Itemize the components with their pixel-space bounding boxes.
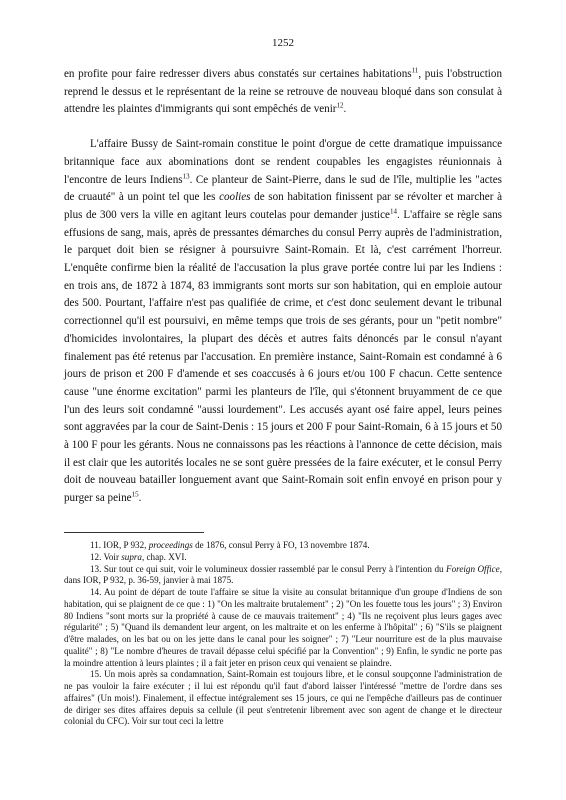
- footnote-ref: 14: [390, 207, 397, 216]
- text-run: 13. Sur tout ce qui suit, voir le volumineux dossier rassemblé par le consul Perry à l'intention du: [90, 563, 447, 574]
- italic-text: proceedings: [148, 540, 193, 550]
- italic-text: coolies: [219, 191, 251, 204]
- text-run: . L'affaire se règle sans effusions de sang, mais, après de pressantes démarches du consul Perry auprès de l'administration, le parquet doit bien se résigner à poursuivre Saint-Romain. Et là, c'est carrément l'horreur. L'enquête confirme bien la réalité de l'accusation la plus grave portée contre lui par les Indiens : en trois ans, de 1872 à 1874, 83 immigrants sont morts sur son habitation, qui en emploie autour des 500. Pourtant, l'affaire n'est pas qualifiée de crime, et c'est donc seulement devant le tribunal correctionnel qu'il est poursuivi, en même temps que trois de ses gérants, pour un "petit nombre" d'homicides involontaires, la plupart des décès et autres faits dénoncés par le consul n'ayant finalement pas été retenus par l'accusation. En première instance, Saint-Romain est condamné à 6 jours de prison et 200 F d'amende et ses coaccusés à 6 jours et/ou 100 F chacun. Cette sentence cause "une énorme excitation" parmi les planteurs de l'île, qui s'étonnent bruyamment de ce que l'un des leurs soit condamné "aussi lourdement". Les accusés ayant osé faire appel, leurs peines sont aggravées par la cour de Saint-Denis : 15 jours et 200 F pour Saint-Romain, 6 à 15 jours et 50 à 100 F pour les gérants. Nous ne connaissons pas les réactions à l'annonce de cette décision, mais il est clair que les autorités locales ne se sont guère pressées de la faire exécuter, et le consul Perry doit de nouveau batailler longuement avant que Saint-Romain soit enfin envoyé en prison pour y purger sa peine: [64, 208, 502, 505]
- footnote-13: [64, 564, 502, 588]
- footnotes: [64, 540, 502, 728]
- text-run: 11. IOR, P 932,: [90, 540, 149, 550]
- text-run: 15. Un mois après sa condamnation, Saint-Romain est toujours libre, et le consul soupçonne l'administration de ne pas vouloir la faire exécuter ; il lui est répondu qu'il faut d'abord laisser l'intéressé "mettre de l'ordre dans ses affaires" (Un mois!). Finalement, il effectue intégralement ses 15 jours, ce qui ne l'empêche d'ailleurs pas de continuer de diriger ses dites affaires depuis sa cellule (il peut s'entretenir librement avec son agent de change et le directeur colonial du CFC). Voir sur tout ceci la lettre: [64, 669, 502, 727]
- footnote-12: [64, 552, 502, 564]
- paragraph-continuation: [64, 66, 502, 119]
- italic-text: Foreign Office: [446, 563, 500, 574]
- text-run: .: [138, 492, 142, 505]
- footnote-ref: 11: [411, 66, 419, 75]
- main-text: [64, 66, 502, 508]
- footnote-15: [64, 669, 502, 728]
- page-number: 1252: [272, 37, 294, 49]
- paragraph-bussy-affair: [64, 136, 502, 508]
- text-run: de son habitation finissent par se révolter et marcher à plus de 300 vers la ville en agitant leurs coutelas pour demander justice: [64, 191, 502, 221]
- text-run: , puis l'obstruction reprend le dessus et le représentant de la reine se retrouve de nouveau bloqué dans son consulat à attendre les plaintes d'immigrants qui sont empêchés de venir: [64, 68, 502, 116]
- footnote-ref: 12: [336, 101, 344, 110]
- footnote-ref: 15: [131, 490, 139, 499]
- text-run: en profite pour faire redresser divers abus constatés sur certaines habitations: [64, 68, 412, 80]
- footnote-ref: 13: [182, 171, 190, 180]
- text-run: 14. Au point de départ de toute l'affaire se situe la visite au consulat britannique d'un groupe d'Indiens de son habitation, qui se plaignent de ce que : 1) "On les maltraite brutalement" ; 2) "On les fouette tous les jours" ; 3) Environ 80 Indiens "sont morts sur la propriété à cause de ce mauvais traitement" ; 4) "Ils ne reçoivent plus leurs gages avec régularité" ; 5) "Quand ils demandent leur argent, on les maltraite et on les enferme à l'hôpital" ; 6) "S'ils se plaignent d'être malades, on les bat ou on les jette dans le canal pour les soigner" ; 7) "Leur nourriture est de la plus mauvaise qualité" ; 8) "Le nombre d'heures de travail dépasse celui spécifié par la Convention" ; 9) Enfin, le syndic ne porte pas la moindre attention à leurs plaintes ; il a fait jeter en prison ceux qui venaient se plaindre.: [64, 587, 502, 668]
- text-run: , dans IOR, P 932, p. 36-59, janvier à mai 1875.: [64, 563, 502, 586]
- footnote-separator: [64, 532, 204, 533]
- text-run: L'affaire Bussy de Saint-romain constitue le point d'orgue de cette dramatique impuissance britannique face aux abominations dont se rendent coupables les engagistes réunionnais à l'encontre de leurs Indiens: [64, 138, 502, 186]
- text-run: . Ce planteur de Saint-Pierre, dans le sud de l'île, multiplie les "actes de cruauté" à un point tel que les: [64, 173, 502, 204]
- italic-text: supra: [121, 551, 142, 562]
- text-run: 12. Voir: [90, 551, 122, 562]
- footnote-14: [64, 587, 502, 669]
- footnote-11: [64, 540, 502, 552]
- text-run: de 1876, consul Perry à FO, 13 novembre 1874.: [192, 540, 370, 550]
- text-run: , chap. XVI.: [141, 551, 187, 562]
- text-run: .: [343, 103, 347, 116]
